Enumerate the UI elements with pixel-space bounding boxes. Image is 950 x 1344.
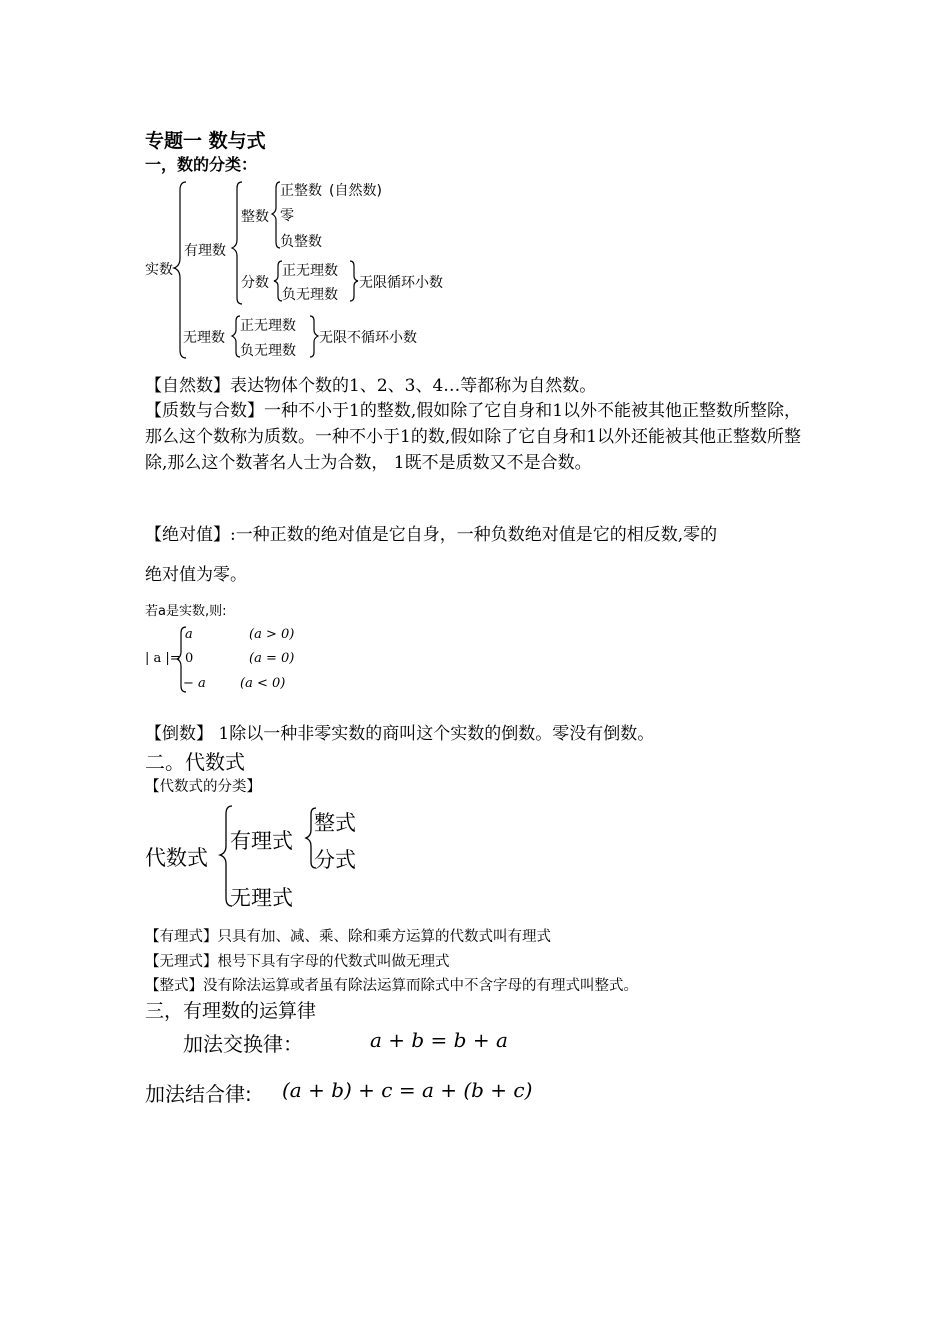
tree-real: 实数 (145, 262, 173, 278)
tree-fraction: 分数 (241, 275, 269, 291)
law1-label: 加法交换律： (183, 1032, 303, 1056)
def-irrational-expression: 【无理式】根号下具有字母的代数式叫做无理式 (145, 954, 450, 970)
absolute-value-line2: 绝对值为零。 (145, 565, 247, 585)
tree-rational: 有理数 (184, 243, 226, 259)
algebra-irrational: 无理式 (230, 886, 293, 910)
def-rational-expression: 【有理式】只具有加、减、乘、除和乘方运算的代数式叫有理式 (145, 929, 551, 945)
algebra-rational: 有理式 (230, 829, 293, 853)
tree-fraction-negative: 负无理数 (282, 287, 338, 303)
tree-integer: 整数 (241, 209, 269, 225)
case3-value: − a (183, 676, 206, 691)
algebra-fractional: 分式 (314, 848, 356, 872)
section2-heading: 二。代数式 (145, 750, 245, 774)
case2-value: 0 (185, 651, 194, 666)
tree-irrational-note: 无限不循环小数 (319, 330, 417, 346)
tree-zero: 零 (280, 208, 294, 224)
absolute-value-lhs: | a |= (145, 651, 181, 666)
absolute-value-line1: 【绝对值】:一种正数的绝对值是它自身，一种负数绝对值是它的相反数,零的 (145, 525, 718, 545)
natural-number-definition: 【自然数】表达物体个数的1、2、3、4…等都称为自然数。 (145, 376, 597, 396)
tree-irrational-negative: 负无理数 (240, 343, 296, 359)
reciprocal-definition: 【倒数】 1除以一种非零实数的商叫这个实数的倒数。零没有倒数。 (145, 724, 655, 744)
algebra-integral: 整式 (314, 811, 356, 835)
algebra-root: 代数式 (145, 846, 208, 870)
tree-negative-integer: 负整数 (280, 234, 322, 250)
def-integral-expression: 【整式】没有除法运算或者虽有除法运算而除式中不含字母的有理式叫整式。 (145, 978, 638, 994)
case2-condition: (a = 0) (249, 651, 295, 666)
page-title: 专题一 数与式 (145, 130, 266, 152)
case1-value: a (185, 627, 193, 642)
section2-subheading: 【代数式的分类】 (145, 779, 261, 795)
tree-natural-paren: (自然数) (329, 183, 382, 199)
tree-positive-integer: 正整数 (280, 183, 322, 199)
section1-heading: 一，数的分类： (145, 155, 258, 174)
absolute-value-intro: 若a是实数,则: (145, 604, 227, 619)
tree-fraction-positive: 正无理数 (282, 263, 338, 279)
law2-formula: (a + b) + c = a + (b + c) (282, 1078, 533, 1102)
case1-condition: (a > 0) (249, 627, 295, 642)
case3-condition: (a < 0) (240, 676, 286, 691)
tree-fraction-note: 无限循环小数 (359, 275, 443, 291)
tree-irrational: 无理数 (183, 330, 225, 346)
section3-heading: 三，有理数的运算律 (145, 1000, 317, 1022)
law2-label: 加法结合律: (145, 1082, 252, 1106)
tree-irrational-positive: 正无理数 (240, 318, 296, 334)
prime-composite-definition: 【质数与合数】一种不小于1的整数,假如除了它自身和1以外不能被其他正整数所整除，那么这个数称为质数。一种不小于1的数,假如除了它自身和1以外还能被其他正整数所整除,那么这个数著名人士为合数， 1既不是质数又不是合数。 (145, 401, 802, 473)
law1-formula: a + b = b + a (370, 1028, 508, 1052)
